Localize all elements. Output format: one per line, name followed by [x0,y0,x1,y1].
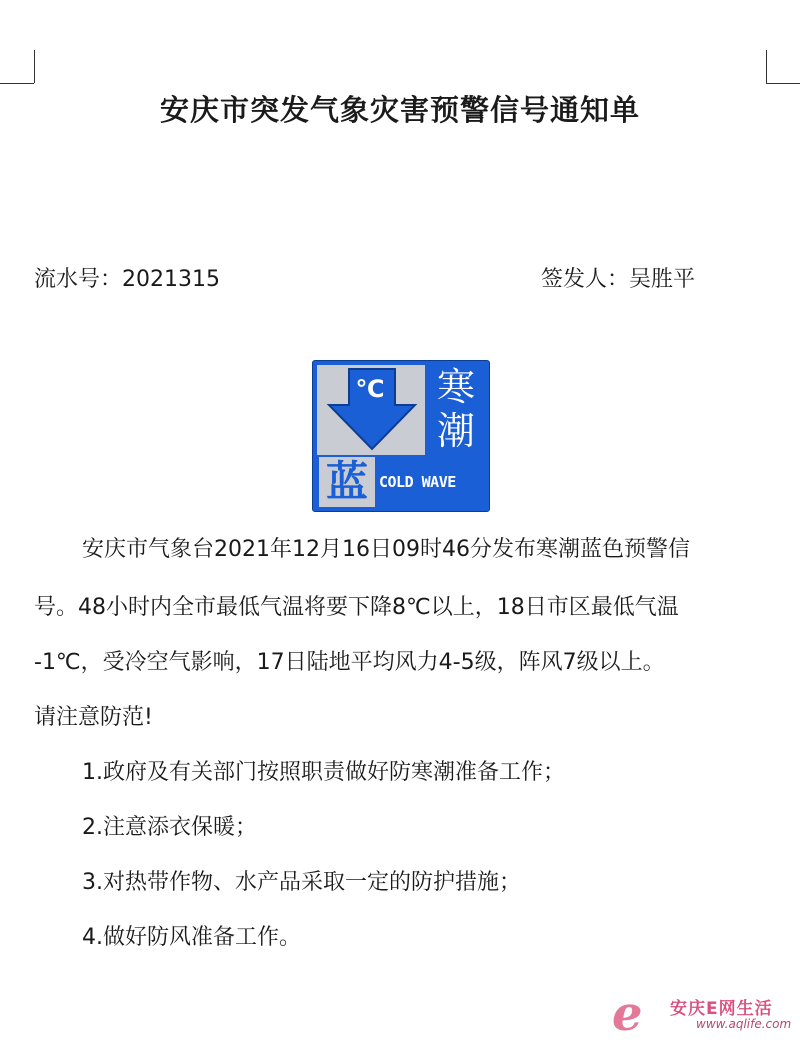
list-item: 4.做好防风准备工作。 [82,925,301,950]
logo-url: www.aqlife.com [696,1017,792,1031]
paragraph-line: 号。48小时内全市最低气温将要下降8℃以上，18日市区最低气温 [34,595,679,620]
paragraph-line: 安庆市气象台2021年12月16日09时46分发布寒潮蓝色预警信 [82,537,690,562]
signal-type-chars: 寒潮 [436,365,475,453]
temperature-unit: ℃ [355,375,385,403]
signal-level-char: 蓝 [319,457,375,507]
crop-mark-top-right [766,50,767,83]
paragraph-line: -1℃，受冷空气影响，17日陆地平均风力4-5级，阵风7级以上。 [34,650,665,675]
paragraph-line: 请注意防范! [34,705,153,730]
crop-mark-top-left [34,50,35,83]
list-item: 3.对热带作物、水产品采取一定的防护措施； [82,870,521,895]
crop-mark-top-left [0,83,34,84]
cold-wave-blue-signal-icon [312,360,490,512]
signal-english-label: COLD WAVE [379,473,456,491]
serial-number: 流水号：2021315 [34,267,220,292]
logo-e-icon: e [612,986,643,1042]
logo-name: 安庆E网生活 [670,999,773,1019]
crop-mark-top-right [766,83,800,84]
list-item: 2.注意添衣保暖； [82,815,257,840]
document-title: 安庆市突发气象灾害预警信号通知单 [159,93,640,127]
list-item: 1.政府及有关部门按照职责做好防寒潮准备工作； [82,760,565,785]
site-watermark-logo [612,986,800,1042]
signer: 签发人：吴胜平 [541,267,696,292]
